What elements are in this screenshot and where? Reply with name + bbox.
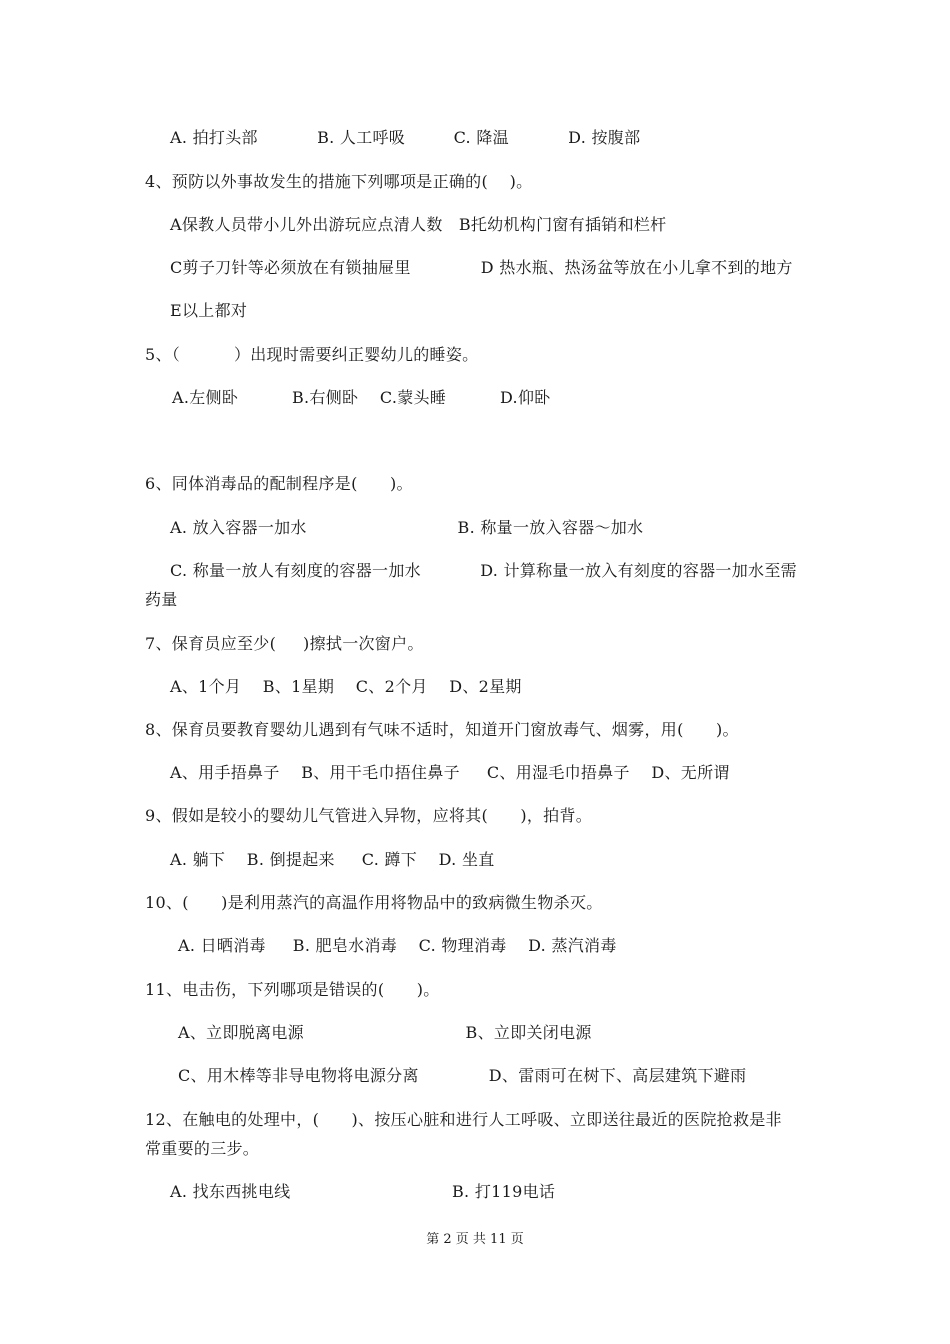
- q9-question: 9、假如是较小的婴幼儿气管进入异物，应将其( )，拍背。: [145, 806, 593, 825]
- q4-option-ab: A保教人员带小儿外出游玩应点清人数 B托幼机构门窗有插销和栏杆: [170, 215, 667, 234]
- q8-options: A、用手捂鼻子 B、用干毛巾捂住鼻子 C、用湿毛巾捂鼻子 D、无所谓: [170, 763, 730, 782]
- q3-options: A. 拍打头部 B. 人工呼吸 C. 降温 D. 按腹部: [170, 128, 641, 147]
- q12-question: 12、在触电的处理中，( )、按压心脏和进行人工呼吸、立即送往最近的医院抢救是非: [145, 1110, 782, 1129]
- q6-option-cd: C. 称量一放人有刻度的容器一加水 D. 计算称量一放入有刻度的容器一加水至需: [170, 561, 797, 580]
- q9-options: A. 躺下 B. 倒提起来 C. 蹲下 D. 坐直: [170, 850, 495, 869]
- q12-question-cont: 常重要的三步。: [145, 1139, 260, 1158]
- q5-question: 5、（ ）出现时需要纠正婴幼儿的睡姿。: [145, 345, 479, 364]
- q6-option-ab: A. 放入容器一加水 B. 称量一放入容器～加水: [170, 518, 644, 537]
- q7-options: A、1个月 B、1星期 C、2个月 D、2星期: [170, 677, 522, 696]
- q6-option-d-cont: 药量: [145, 590, 178, 609]
- q10-options: A. 日晒消毒 B. 肥皂水消毒 C. 物理消毒 D. 蒸汽消毒: [178, 936, 617, 955]
- q4-option-e: E以上都对: [170, 301, 248, 320]
- q6-question: 6、同体消毒品的配制程序是( )。: [145, 474, 413, 493]
- q11-question: 11、电击伤，下列哪项是错误的( )。: [145, 980, 440, 999]
- q11-option-ab: A、立即脱离电源 B、立即关闭电源: [178, 1023, 592, 1042]
- q12-option-ab: A. 找东西挑电线 B. 打119电话: [170, 1182, 556, 1201]
- q8-question: 8、保育员要教育婴幼儿遇到有气味不适时，知道开门窗放毒气、烟雾，用( )。: [145, 720, 739, 739]
- q5-options: A.左侧卧 B.右侧卧 C.蒙头睡 D.仰卧: [172, 388, 551, 407]
- q10-question: 10、( )是利用蒸汽的高温作用将物品中的致病微生物杀灭。: [145, 893, 603, 912]
- q11-option-cd: C、用木棒等非导电物将电源分离 D、雷雨可在树下、高层建筑下避雨: [178, 1066, 747, 1085]
- page-footer: 第 2 页 共 11 页: [426, 1232, 524, 1247]
- q4-option-cd: C剪子刀针等必须放在有锁抽屉里 D 热水瓶、热汤盆等放在小儿拿不到的地方: [170, 258, 793, 277]
- q7-question: 7、保育员应至少( )擦拭一次窗户。: [145, 634, 424, 653]
- q4-question: 4、预防以外事故发生的措施下列哪项是正确的( )。: [145, 172, 533, 191]
